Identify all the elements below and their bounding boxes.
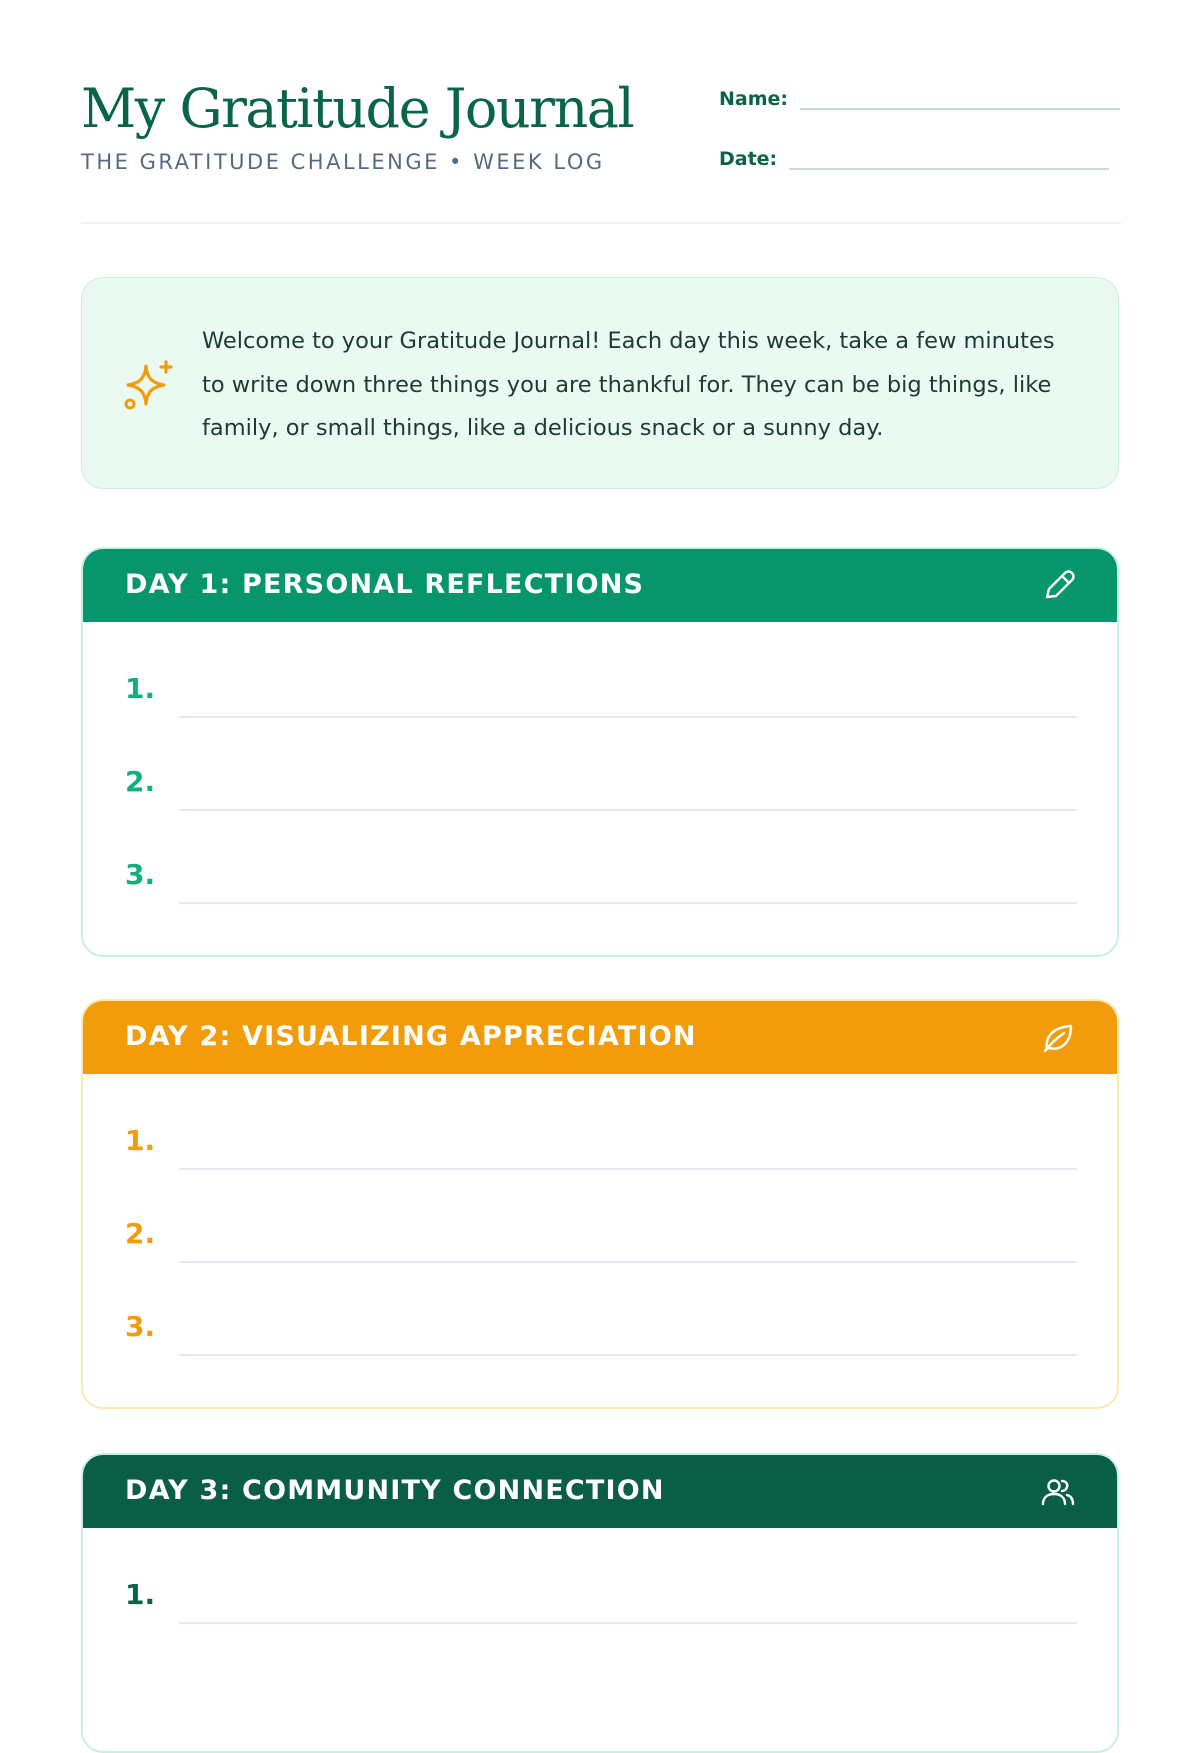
name-input-line[interactable] bbox=[800, 86, 1120, 110]
entry-line[interactable] bbox=[179, 1261, 1077, 1263]
entry-line[interactable] bbox=[179, 1354, 1077, 1356]
intro-box bbox=[81, 277, 1119, 489]
day-card-2 bbox=[81, 999, 1119, 1409]
entry-row[interactable] bbox=[83, 1189, 1117, 1282]
page-subtitle: THE GRATITUDE CHALLENGE • WEEK LOG bbox=[81, 150, 605, 174]
page-title: My Gratitude Journal bbox=[81, 77, 634, 140]
entry-line[interactable] bbox=[179, 902, 1077, 904]
day-card-header bbox=[83, 549, 1117, 622]
entry-number: 3. bbox=[125, 1310, 156, 1343]
entry-row[interactable] bbox=[83, 1282, 1117, 1375]
day-title: DAY 3: COMMUNITY CONNECTION bbox=[125, 1475, 665, 1506]
entry-number: 2. bbox=[125, 765, 156, 798]
entry-number: 2. bbox=[125, 1217, 156, 1250]
entry-line[interactable] bbox=[179, 716, 1077, 718]
name-field[interactable] bbox=[719, 86, 1120, 110]
day-card-3 bbox=[81, 1453, 1119, 1753]
pencil-icon bbox=[1039, 567, 1077, 605]
page-header bbox=[81, 0, 1121, 224]
users-icon bbox=[1039, 1473, 1077, 1511]
day-card-1 bbox=[81, 547, 1119, 957]
journal-page bbox=[81, 0, 1121, 1611]
date-input-line[interactable] bbox=[789, 146, 1109, 170]
date-field[interactable] bbox=[719, 146, 1109, 170]
entry-line[interactable] bbox=[179, 1622, 1077, 1624]
sparkle-icon bbox=[122, 358, 176, 412]
entry-line[interactable] bbox=[179, 1168, 1077, 1170]
day-card-header bbox=[83, 1001, 1117, 1074]
entry-number: 1. bbox=[125, 672, 156, 705]
entry-row[interactable] bbox=[83, 1550, 1117, 1643]
day-title: DAY 2: VISUALIZING APPRECIATION bbox=[125, 1021, 697, 1052]
name-label: Name: bbox=[719, 88, 789, 110]
entry-number: 1. bbox=[125, 1578, 156, 1611]
entry-number: 3. bbox=[125, 858, 156, 891]
entry-row[interactable] bbox=[83, 737, 1117, 830]
entry-row[interactable] bbox=[83, 1096, 1117, 1189]
entry-line[interactable] bbox=[179, 809, 1077, 811]
intro-text: Welcome to your Gratitude Journal! Each day this week, take a few minutes to write down three things you are thankful for. They can be big things, like family, or small things, like a delicious snack or a sunny day. bbox=[202, 328, 1055, 441]
entry-row[interactable] bbox=[83, 830, 1117, 923]
day-title: DAY 1: PERSONAL REFLECTIONS bbox=[125, 569, 645, 600]
entry-row[interactable] bbox=[83, 644, 1117, 737]
leaf-icon bbox=[1039, 1019, 1077, 1057]
entry-number: 1. bbox=[125, 1124, 156, 1157]
date-label: Date: bbox=[719, 148, 778, 170]
day-card-header bbox=[83, 1455, 1117, 1528]
